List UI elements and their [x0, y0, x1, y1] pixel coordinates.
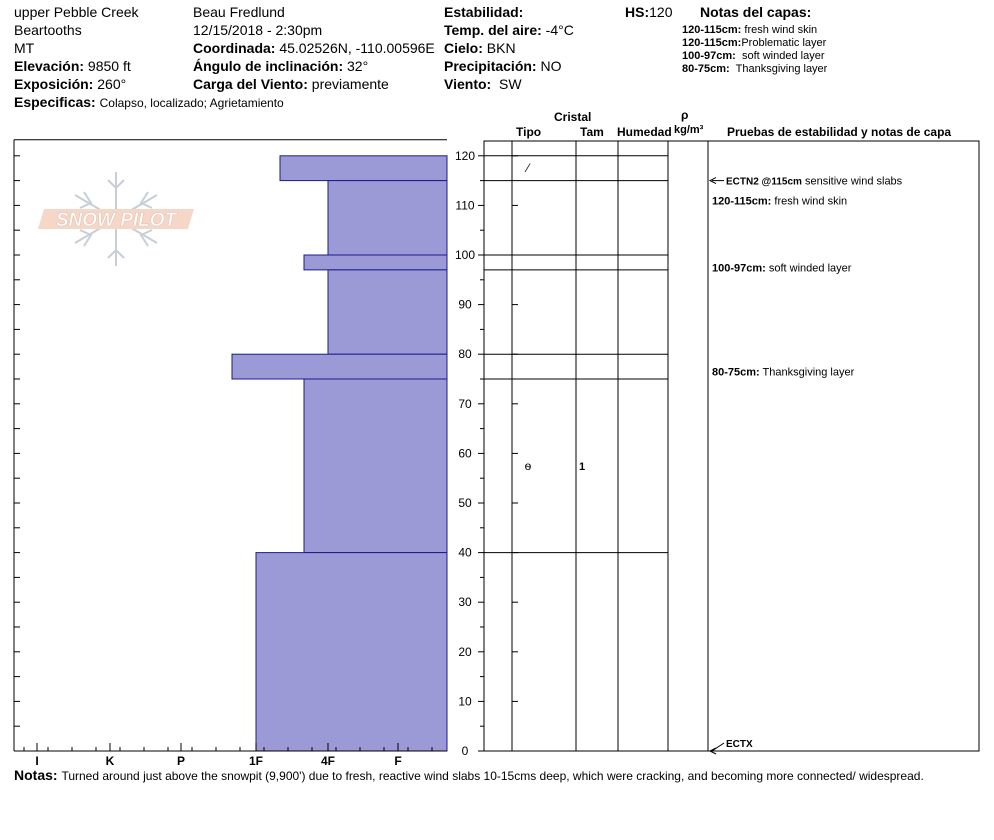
hardness-tick-label: I [35, 754, 39, 768]
notes-text: Turned around just above the snowpit (9,900') due to fresh, reactive wind slabs 10-15cms deep, which were cracking, and becoming more connected/ widespread. [61, 769, 924, 783]
observer: Beau Fredlund [193, 4, 285, 20]
hardness-tick-label: F [394, 754, 402, 768]
air-temp-label: Temp. del aire: [444, 22, 542, 38]
crystal-header: Cristal [554, 110, 592, 124]
test-note: 100-97cm: soft winded layer [712, 262, 852, 275]
layer-note-text: soft winded layer [741, 50, 825, 62]
test-note: ECTX [726, 739, 753, 750]
hardness-tick-label: P [176, 754, 186, 768]
layer-note-range: 120-115cm: [682, 24, 742, 36]
depth-tick-label: 90 [458, 297, 472, 312]
snowpilot-logo [38, 172, 194, 266]
hardness-bar [280, 156, 447, 181]
hs-label: HS: [625, 4, 650, 20]
elevation-label: Elevación: [14, 58, 85, 74]
layer-note-text: fresh wind skin [744, 24, 818, 36]
test-note: 120-115cm: fresh wind skin [712, 195, 848, 208]
hs-value: 120 [649, 4, 673, 20]
layer-notes-title: Notas del capas: [700, 4, 812, 20]
hardness-bar [304, 379, 447, 553]
depth-tick-label: 60 [458, 446, 472, 461]
test-pointer [712, 743, 724, 751]
layer-note-text: Thanksgiving layer [735, 63, 828, 75]
layer-note-text: Problematic layer [741, 37, 827, 49]
depth-tick-label: 100 [454, 248, 476, 262]
state: MT [14, 40, 35, 56]
precip-label: Precipitación: [444, 58, 537, 74]
hardness-bar [256, 553, 447, 751]
notes [14, 767, 924, 783]
location: upper Pebble Creek [14, 4, 139, 20]
hardness-tick-label: 1F [248, 754, 264, 768]
crystal-size: 1 [578, 460, 586, 473]
type-header: Tipo [516, 125, 542, 139]
hardness-bar [232, 354, 447, 379]
depth-tick-label: 80 [458, 347, 472, 362]
hardness-bar [328, 270, 447, 354]
depth-tick-label: 40 [458, 545, 472, 560]
wind-load-label: Carga del Viento: [193, 76, 308, 92]
hardness-bar [328, 181, 447, 255]
slope-value: 32° [347, 58, 369, 74]
depth-tick-label: 50 [458, 496, 472, 510]
precip-value: NO [540, 58, 562, 74]
depth-tick-label: 20 [458, 644, 472, 659]
density-unit-header: kg/m³ [674, 124, 704, 136]
coord-label: Coordinada: [193, 40, 276, 56]
slope-label: Ángulo de inclinación: [193, 58, 344, 74]
depth-tick-label: 10 [458, 694, 472, 709]
elevation-value: 9850 ft [87, 58, 131, 74]
sky-value: BKN [486, 40, 516, 56]
wind-label: Viento: [444, 76, 492, 92]
coord-value: 45.02526N, -110.00596E [279, 40, 435, 56]
specifics-value: Colapso, localizado; Agrietamiento [99, 96, 284, 110]
test-note: ECTN2 @115cm sensitive wind slabs [726, 175, 903, 188]
depth-tick-label: 120 [454, 148, 476, 163]
aspect-value: 260° [97, 76, 127, 92]
crystal-type-symbol: ⁄ [526, 161, 530, 176]
stability-label: Estabilidad: [444, 4, 524, 20]
hardness-tick-label: K [105, 754, 115, 768]
sky-label: Cielo: [444, 40, 483, 56]
specifics-label: Especificas: [14, 94, 96, 110]
air-temp-value: -4°C [545, 22, 574, 38]
layer-note-range: 80-75cm: [682, 63, 730, 75]
size-header: Tam [580, 125, 604, 139]
hardness-tick-label: 4F [320, 754, 336, 768]
wind-load-value: previamente [311, 76, 389, 92]
depth-tick-label: 30 [458, 595, 472, 610]
profile-table-frame [484, 141, 979, 751]
hardness-bar [304, 255, 447, 270]
layer-note-range: 100-97cm: [682, 50, 736, 62]
datetime: 12/15/2018 - 2:30pm [193, 22, 323, 38]
tests-header: Pruebas de estabilidad y notas de capa [727, 125, 952, 139]
layer-note-range: 120-115cm: [682, 37, 742, 49]
depth-tick-label: 110 [455, 198, 475, 213]
wind-value: SW [498, 76, 522, 92]
notes-label: Notas: [14, 767, 58, 783]
crystal-type-symbol: ѳ [524, 458, 532, 473]
aspect-label: Exposición: [14, 76, 94, 92]
logo-text: SNOW PILOT [55, 210, 177, 231]
moisture-header: Humedad [617, 125, 672, 139]
test-note: 80-75cm: Thanksgiving layer [712, 366, 855, 379]
depth-tick-label: 70 [458, 396, 472, 411]
mountain-range: Beartooths [14, 22, 82, 38]
depth-tick-label: 0 [461, 744, 469, 758]
rho-header: ρ [681, 108, 689, 122]
